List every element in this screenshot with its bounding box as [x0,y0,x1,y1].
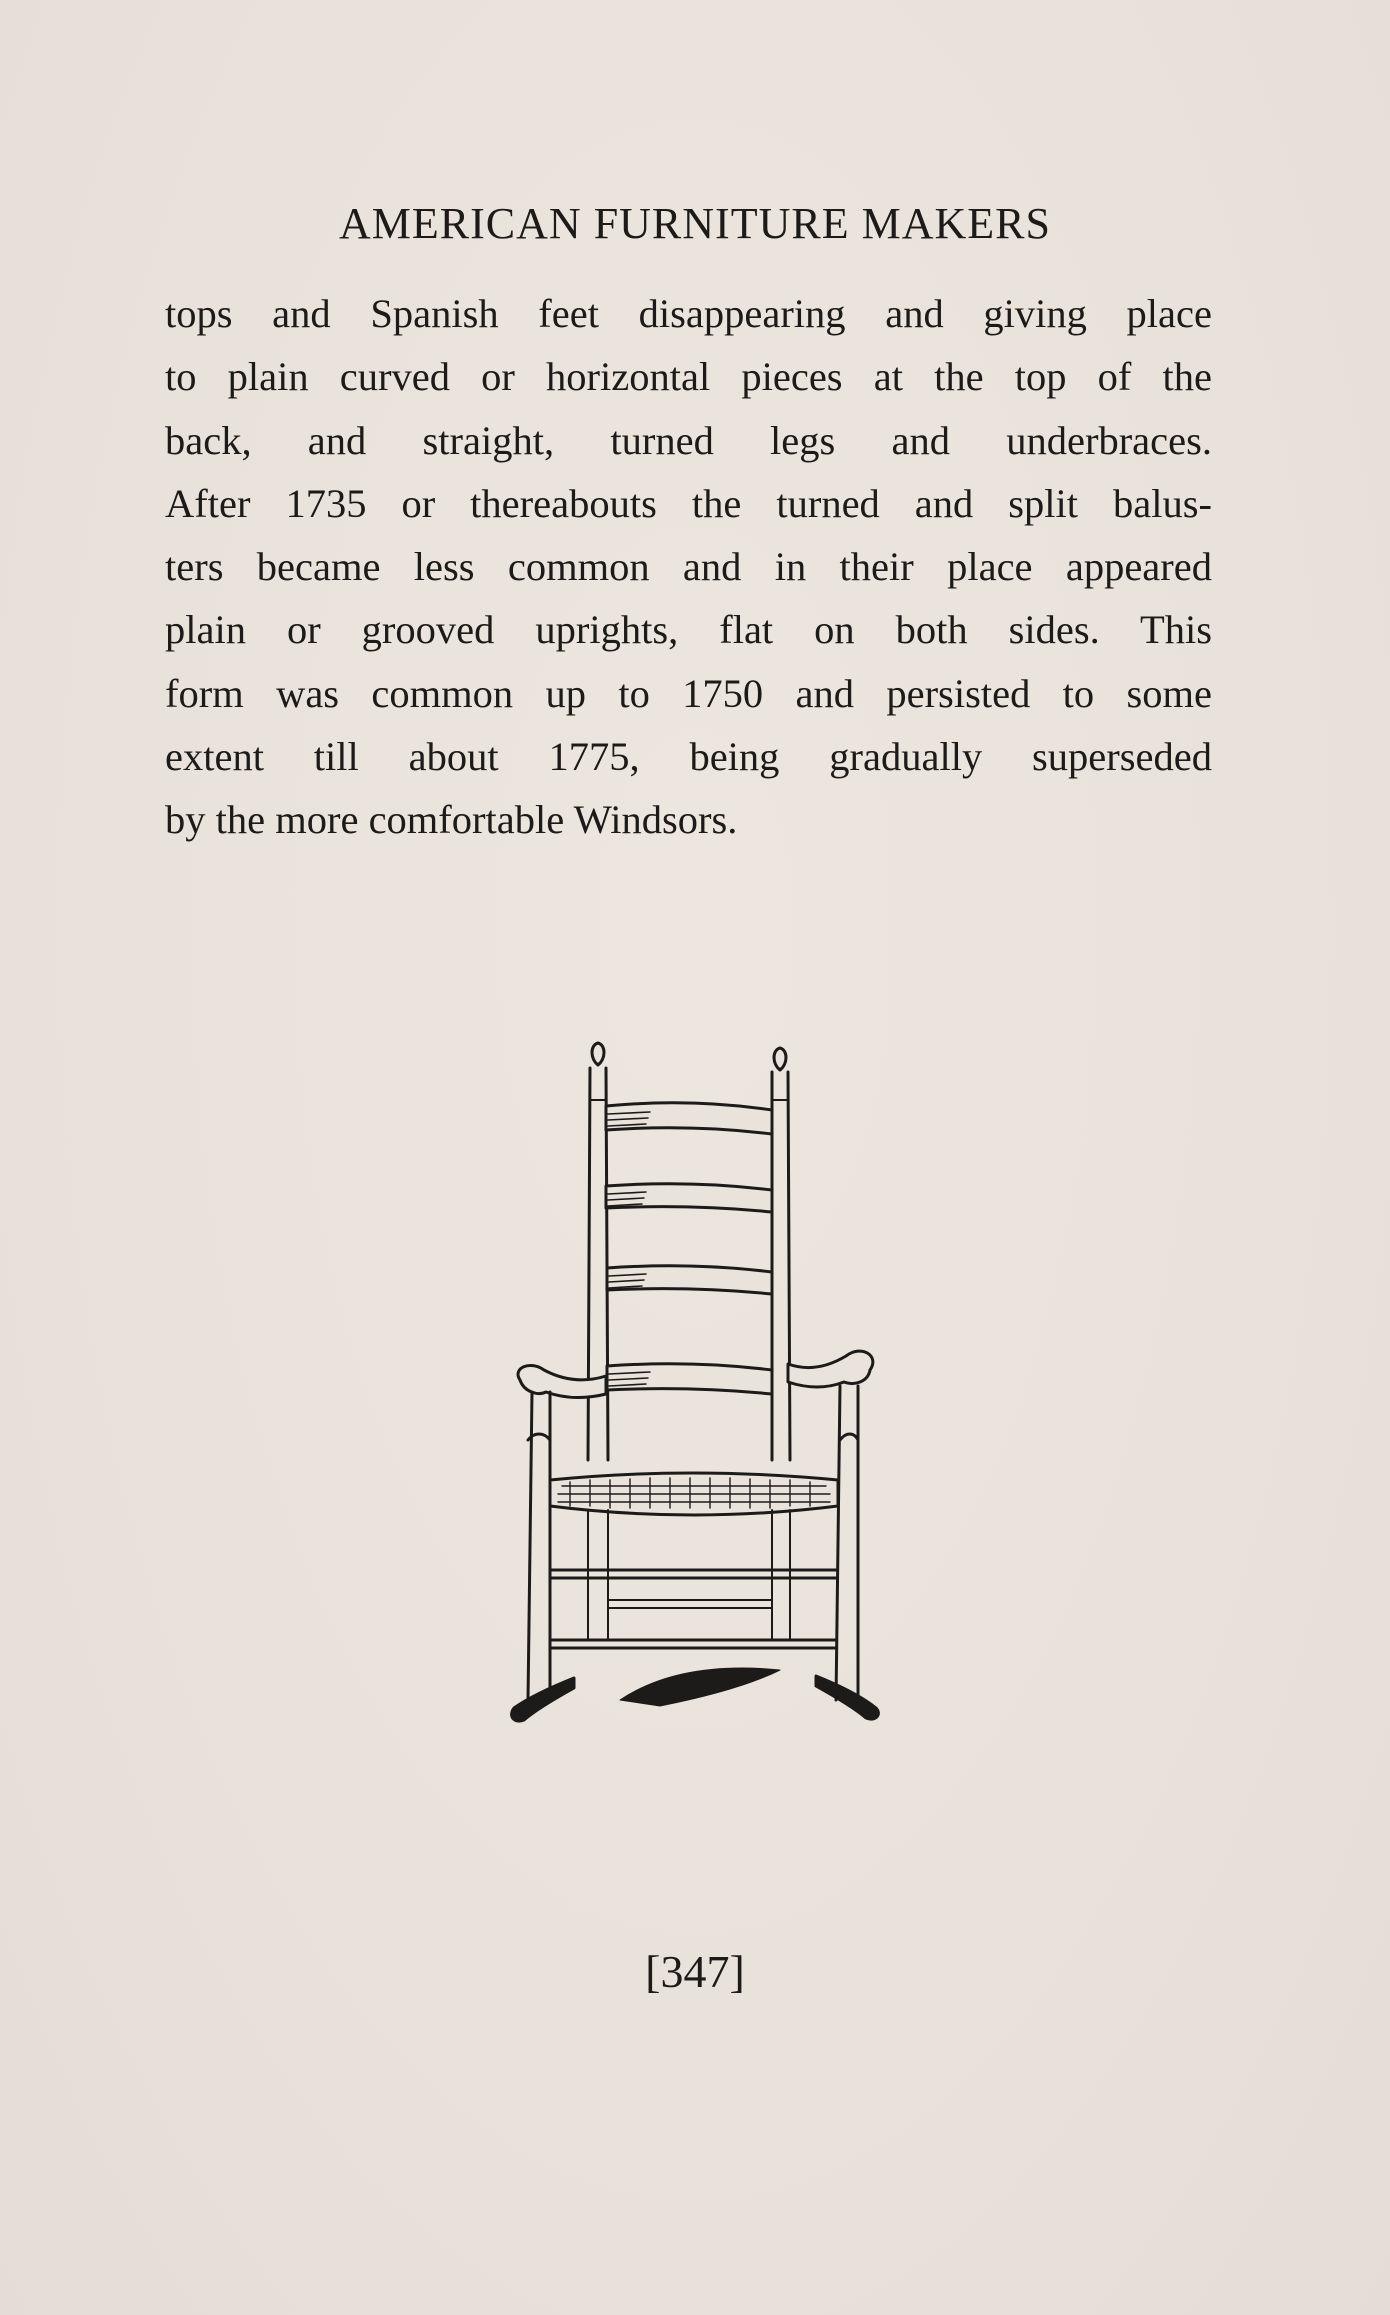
text-line: ters became less common and in their place appeared [165,544,1212,590]
text-line: back, and straight, turned legs and underbraces. [165,417,1212,463]
page-number: [347] [645,1946,745,1997]
text-line: extent till about 1775, being gradually superseded [165,734,1212,780]
text-line: plain or grooved uprights, flat on both sides. This [165,607,1212,653]
running-head: AMERICAN FURNITURE MAKERS [339,199,1051,248]
text-line: by the more comfortable Windsors. [165,797,738,843]
text-line: form was common up to 1750 and persisted to some [165,670,1212,716]
rocking-chair-illustration [510,1040,880,1740]
text-line: to plain curved or horizontal pieces at the top of the [165,354,1212,400]
text-line: After 1735 or thereabouts the turned and split balus- [165,480,1212,526]
body-paragraph [165,282,1212,852]
text-line: tops and Spanish feet disappearing and giving place [165,291,1212,336]
